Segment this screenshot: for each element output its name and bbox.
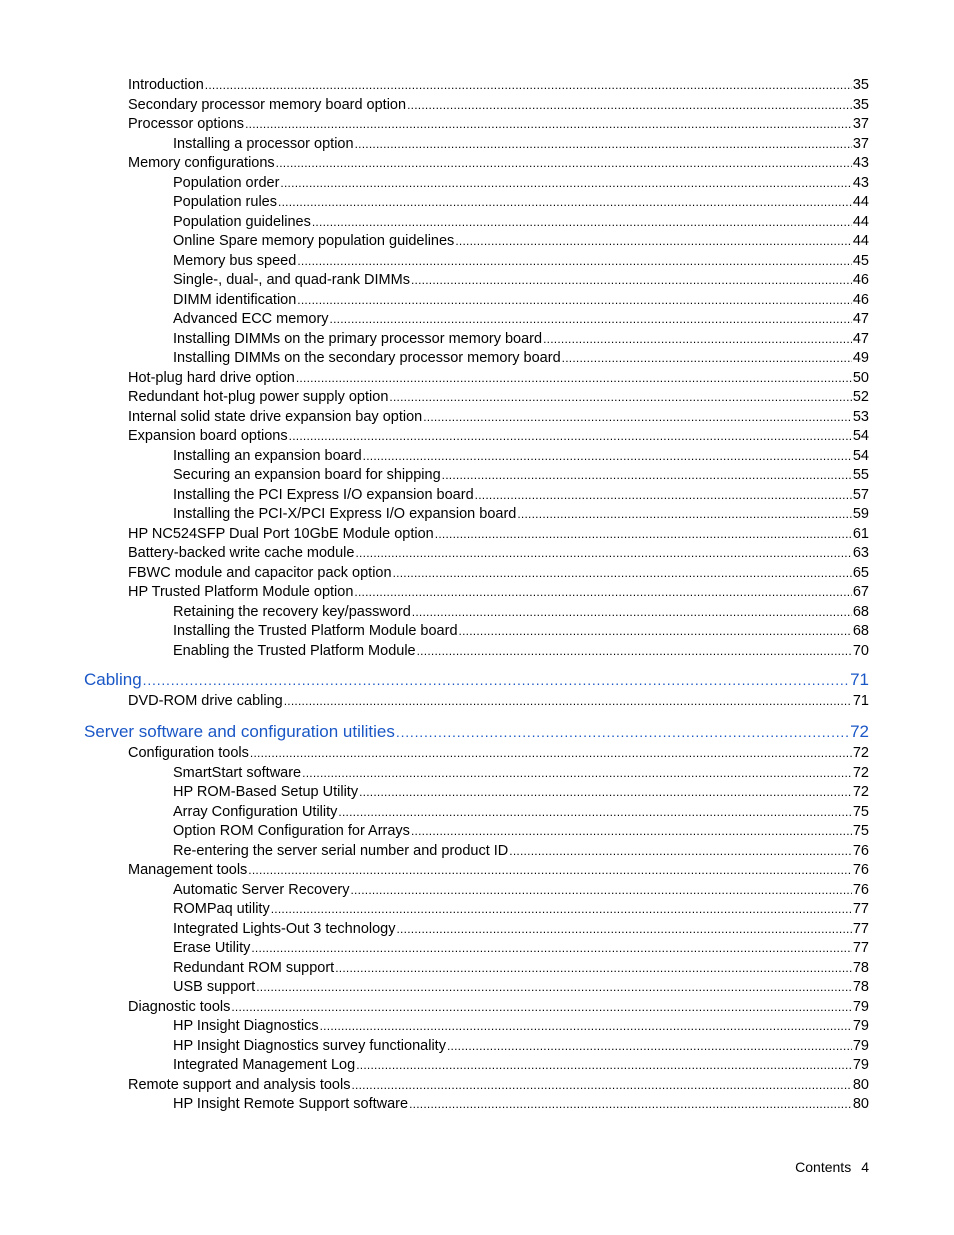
dot-leader [509, 842, 852, 861]
toc-entry[interactable] [173, 978, 869, 997]
toc-entry-page[interactable]: 80 [852, 1096, 869, 1112]
toc-entry-title[interactable]: HP ROM-Based Setup Utility [173, 784, 359, 800]
toc-entry-page[interactable]: 76 [852, 862, 869, 878]
toc-chapter-entry[interactable] [84, 669, 869, 691]
toc-entry-page[interactable]: 76 [852, 881, 869, 898]
toc-entry[interactable] [173, 642, 869, 661]
dot-leader [442, 466, 852, 485]
toc-entry-title[interactable]: Installing DIMMs on the secondary processor memory board [173, 350, 561, 366]
toc-entry-title[interactable]: Array Configuration Utility [173, 803, 338, 820]
toc-entry[interactable] [173, 330, 869, 349]
dot-leader [338, 803, 851, 822]
toc-entry-title[interactable]: Redundant ROM support [173, 959, 335, 976]
toc-entry[interactable] [173, 271, 869, 290]
toc-entry-title[interactable]: Population rules [173, 194, 277, 210]
dot-leader [297, 291, 852, 310]
dot-leader [248, 861, 852, 880]
dot-leader [396, 721, 849, 743]
toc-entry[interactable] [128, 692, 869, 711]
toc-entry[interactable] [173, 881, 869, 900]
toc-entry-title[interactable]: HP Trusted Platform Module option [128, 584, 354, 600]
dot-leader [271, 900, 852, 919]
dot-leader [280, 174, 851, 193]
toc-entry-page[interactable]: 71 [850, 670, 869, 689]
toc-entry[interactable] [173, 486, 869, 505]
toc-entry[interactable] [128, 369, 869, 388]
toc-entry-title[interactable]: Installing DIMMs on the primary processor memory board [173, 330, 543, 347]
dot-leader [330, 310, 852, 329]
toc-entry-page[interactable]: 37 [852, 135, 869, 152]
toc-entry-page[interactable]: 63 [852, 545, 869, 561]
toc-entry[interactable] [128, 408, 869, 427]
toc-entry-title[interactable]: Population guidelines [173, 213, 311, 230]
toc-entry-title[interactable]: Management tools [128, 862, 248, 878]
toc-entry-page[interactable]: 72 [852, 764, 869, 781]
toc-entry[interactable] [173, 349, 869, 368]
toc-entry[interactable] [128, 1076, 869, 1095]
toc-entry-page[interactable]: 47 [852, 330, 869, 347]
toc-entry-title[interactable]: Hot-plug hard drive option [128, 369, 295, 386]
toc-entry-title[interactable]: HP Insight Diagnostics [173, 1018, 319, 1034]
dot-leader [297, 252, 852, 271]
dot-leader [350, 881, 851, 900]
dot-leader [409, 1095, 852, 1114]
toc-entry-page[interactable]: 44 [852, 213, 869, 230]
toc-entry-page[interactable]: 44 [852, 194, 869, 210]
toc-entry-title[interactable]: HP NC524SFP Dual Port 10GbE Module option [128, 525, 434, 542]
toc-entry-page[interactable]: 70 [852, 642, 869, 659]
toc-entry-page[interactable]: 72 [852, 745, 869, 761]
toc-entry-title[interactable]: DVD-ROM drive cabling [128, 693, 283, 709]
toc-entry-page[interactable]: 45 [852, 252, 869, 269]
dot-leader [231, 998, 852, 1017]
toc-entry[interactable] [173, 920, 869, 939]
toc-entry[interactable] [173, 603, 869, 622]
toc-entry-title[interactable]: Configuration tools [128, 745, 249, 761]
dot-leader [459, 622, 852, 641]
toc-entry-title[interactable]: Option ROM Configuration for Arrays [173, 823, 410, 839]
toc-entry[interactable] [173, 291, 869, 310]
toc-entry-title[interactable]: Automatic Server Recovery [173, 881, 350, 898]
toc-entry-title[interactable]: Retaining the recovery key/password [173, 603, 411, 620]
toc-entry-title[interactable]: DIMM identification [173, 291, 297, 308]
toc-entry-page[interactable]: 59 [852, 506, 869, 522]
toc-entry[interactable] [128, 427, 869, 446]
dot-leader [475, 486, 852, 505]
dot-leader [256, 978, 852, 997]
toc-entry-page[interactable]: 49 [852, 350, 869, 366]
toc-entry-page[interactable]: 77 [852, 901, 869, 917]
toc-entry-title[interactable]: Re-entering the server serial number and product ID [173, 842, 509, 859]
toc-entry[interactable] [128, 76, 869, 95]
toc-entry-title[interactable]: HP Insight Diagnostics survey functionality [173, 1037, 446, 1054]
toc-entry-page[interactable]: 72 [850, 722, 869, 741]
toc-entry[interactable] [128, 388, 869, 407]
toc-entry[interactable] [173, 783, 869, 802]
dot-leader [289, 427, 852, 446]
toc-entry[interactable] [128, 564, 869, 583]
dot-leader [355, 544, 851, 563]
toc-entry-page[interactable]: 54 [852, 447, 869, 464]
toc-entry-title[interactable]: Installing the PCI Express I/O expansion board [173, 486, 474, 503]
toc-entry-page[interactable]: 75 [852, 823, 869, 839]
toc-entry[interactable] [128, 544, 869, 563]
toc-entry[interactable] [173, 803, 869, 822]
toc-entry[interactable] [173, 505, 869, 524]
toc-entry-page[interactable]: 53 [852, 408, 869, 425]
dot-leader [276, 154, 852, 173]
toc-entry-title[interactable]: Processor options [128, 116, 245, 132]
toc-entry[interactable] [173, 842, 869, 861]
toc-entry-title[interactable]: Remote support and analysis tools [128, 1076, 351, 1093]
toc-entry-title[interactable]: Battery-backed write cache module [128, 545, 355, 561]
toc-entry-page[interactable]: 80 [852, 1076, 869, 1093]
dot-leader [312, 213, 852, 232]
dot-leader [435, 525, 852, 544]
dot-leader [455, 232, 852, 251]
toc-entry-title[interactable]: Securing an expansion board for shipping [173, 467, 441, 483]
footer-label: Contents [795, 1159, 852, 1175]
toc-entry[interactable] [173, 252, 869, 271]
dot-leader [359, 783, 852, 802]
toc-entry[interactable] [173, 939, 869, 958]
toc-entry-page[interactable]: 78 [852, 959, 869, 976]
toc-entry-title[interactable]: Advanced ECC memory [173, 311, 329, 327]
toc-entry-page[interactable]: 46 [852, 291, 869, 308]
page-footer [795, 1158, 869, 1177]
toc-entry-page[interactable]: 52 [852, 389, 869, 405]
toc-entry-title[interactable]: ROMPaq utility [173, 901, 270, 917]
toc-entry-title[interactable]: SmartStart software [173, 764, 302, 781]
toc-entry-page[interactable]: 43 [852, 174, 869, 191]
dot-leader [411, 271, 852, 290]
toc-entry-title[interactable]: Installing the PCI-X/PCI Express I/O expansion board [173, 506, 517, 522]
dot-leader [412, 603, 852, 622]
dot-leader [423, 408, 852, 427]
dot-leader [320, 1017, 852, 1036]
toc-entry-page[interactable]: 68 [852, 603, 869, 620]
toc-entry[interactable] [128, 861, 869, 880]
dot-leader [543, 330, 852, 349]
dot-leader [417, 642, 852, 661]
dot-leader [354, 583, 851, 602]
toc-entry[interactable] [173, 900, 869, 919]
toc-entry-title[interactable]: Internal solid state drive expansion bay option [128, 408, 423, 425]
toc-entry-page[interactable]: 79 [852, 1018, 869, 1034]
toc-entry-page[interactable]: 35 [852, 77, 869, 93]
toc-entry-title[interactable]: Installing the Trusted Platform Module board [173, 623, 458, 639]
toc-entry-title[interactable]: Memory bus speed [173, 252, 297, 269]
toc-entry[interactable] [173, 310, 869, 329]
dot-leader [356, 1056, 852, 1075]
dot-leader [143, 669, 849, 691]
dot-leader [562, 349, 852, 368]
toc-entry-page[interactable]: 57 [852, 486, 869, 503]
dot-leader [355, 135, 852, 154]
dot-leader [447, 1037, 852, 1056]
toc-entry[interactable] [128, 744, 869, 763]
toc-entry[interactable] [128, 525, 869, 544]
toc-entry-page[interactable]: 55 [852, 467, 869, 483]
toc-entry-title[interactable]: Expansion board options [128, 428, 288, 444]
toc-entry-title[interactable]: Installing an expansion board [173, 447, 362, 464]
toc-entry[interactable] [173, 764, 869, 783]
toc-entry[interactable] [173, 174, 869, 193]
dot-leader [407, 96, 852, 115]
toc-entry-page[interactable]: 61 [852, 525, 869, 542]
toc-entry-page[interactable]: 65 [852, 564, 869, 581]
toc-entry-page[interactable]: 68 [852, 623, 869, 639]
toc-entry-title[interactable]: Population order [173, 174, 280, 191]
toc-entry-page[interactable]: 35 [852, 96, 869, 113]
toc-entry[interactable] [128, 154, 869, 173]
toc-entry-title[interactable]: Enabling the Trusted Platform Module [173, 642, 416, 659]
toc-entry[interactable] [128, 583, 869, 602]
toc-entry[interactable] [173, 466, 869, 485]
toc-entry[interactable] [128, 115, 869, 134]
toc-entry[interactable] [173, 1056, 869, 1075]
toc-entry-page[interactable]: 50 [852, 369, 869, 386]
toc-entry-title[interactable]: USB support [173, 979, 256, 995]
toc-entry[interactable] [173, 213, 869, 232]
dot-leader [245, 115, 852, 134]
toc-entry-page[interactable]: 72 [852, 784, 869, 800]
dot-leader [517, 505, 852, 524]
toc-entry-page[interactable]: 79 [852, 1057, 869, 1073]
toc-entry[interactable] [173, 1037, 869, 1056]
toc-entry-title[interactable]: Erase Utility [173, 940, 251, 956]
toc-entry-page[interactable]: 46 [852, 272, 869, 288]
toc-entry-page[interactable]: 76 [852, 842, 869, 859]
toc-entry-title[interactable]: FBWC module and capacitor pack option [128, 564, 392, 581]
dot-leader [296, 369, 852, 388]
dot-leader [351, 1076, 851, 1095]
toc-entry-title[interactable]: Online Spare memory population guidelines [173, 233, 455, 249]
dot-leader [335, 959, 852, 978]
toc-entry[interactable] [173, 959, 869, 978]
toc-entry-title[interactable]: Redundant hot-plug power supply option [128, 389, 389, 405]
footer-page-number: 4 [861, 1159, 869, 1175]
toc-entry[interactable] [128, 96, 869, 115]
dot-leader [363, 447, 852, 466]
toc-entry-title[interactable]: Server software and configuration utilities [84, 722, 395, 741]
toc-entry[interactable] [173, 135, 869, 154]
toc-entry[interactable] [173, 193, 869, 212]
toc-entry[interactable] [173, 1017, 869, 1036]
toc-entry-title[interactable]: Cabling [84, 670, 142, 689]
toc-entry[interactable] [173, 232, 869, 251]
toc-entry-page[interactable]: 79 [852, 1037, 869, 1054]
toc-entry-title[interactable]: Memory configurations [128, 155, 275, 171]
toc-entry-page[interactable]: 77 [852, 940, 869, 956]
toc-entry[interactable] [173, 447, 869, 466]
dot-leader [278, 193, 852, 212]
toc-entry-page[interactable]: 77 [852, 920, 869, 937]
toc-entry-title[interactable]: Integrated Lights-Out 3 technology [173, 920, 396, 937]
dot-leader [250, 744, 852, 763]
dot-leader [411, 822, 852, 841]
toc-entry-title[interactable]: Single-, dual-, and quad-rank DIMMs [173, 272, 410, 288]
toc-entry[interactable] [173, 622, 869, 641]
toc-entry-page[interactable]: 44 [852, 233, 869, 249]
dot-leader [205, 76, 852, 95]
toc-entry[interactable] [173, 822, 869, 841]
toc-entry-page[interactable]: 67 [852, 584, 869, 600]
toc-entry[interactable] [173, 1095, 869, 1114]
toc-entry-title[interactable]: Integrated Management Log [173, 1057, 356, 1073]
toc-chapter-entry[interactable] [84, 721, 869, 743]
toc-entry-page[interactable]: 37 [852, 116, 869, 132]
dot-leader [251, 939, 852, 958]
toc-entry-title[interactable]: Diagnostic tools [128, 998, 231, 1015]
toc-entry-title[interactable]: Introduction [128, 77, 204, 93]
toc-entry-page[interactable]: 71 [852, 693, 869, 709]
dot-leader [396, 920, 851, 939]
toc-entry-title[interactable]: HP Insight Remote Support software [173, 1096, 409, 1112]
toc-entry-page[interactable]: 78 [852, 979, 869, 995]
dot-leader [302, 764, 852, 783]
toc-entry-page[interactable]: 54 [852, 428, 869, 444]
toc-entry-page[interactable]: 47 [852, 311, 869, 327]
dot-leader [284, 692, 852, 711]
toc-entry-page[interactable]: 75 [852, 803, 869, 820]
toc-entry-title[interactable]: Installing a processor option [173, 135, 354, 152]
toc-entry-page[interactable]: 43 [852, 155, 869, 171]
dot-leader [393, 564, 852, 583]
toc-entry-page[interactable]: 79 [852, 998, 869, 1015]
toc-entry[interactable] [128, 998, 869, 1017]
toc-entry-title[interactable]: Secondary processor memory board option [128, 96, 407, 113]
dot-leader [389, 388, 851, 407]
